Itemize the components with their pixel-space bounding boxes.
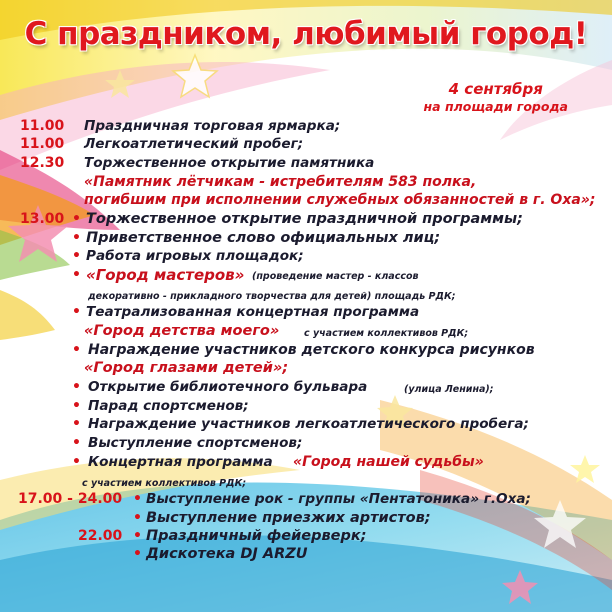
bullet: • <box>72 342 81 358</box>
program-text: Открытие библиотечного бульвара <box>88 379 368 395</box>
bullet: • <box>72 230 81 246</box>
event-name: «Город глазами детей»; <box>84 360 289 376</box>
program-time: 11.00 <box>20 118 65 134</box>
bullet: • <box>72 379 81 395</box>
program-text: Выступление рок - группы «Пентатоника» г.Оха; <box>146 491 531 507</box>
bullet: • <box>72 267 81 283</box>
event-name: «Город нашей судьбы» <box>293 454 484 470</box>
program-text: Торжественное открытие памятника <box>84 155 375 171</box>
program-time: 12.30 <box>20 155 65 171</box>
program-text: Театрализованная концертная программа <box>86 304 420 320</box>
program-text: Торжественное открытие праздничной программы; <box>86 211 523 227</box>
event-note: с участием коллективов РДК; <box>304 328 469 339</box>
program-text: Праздничный фейерверк; <box>146 528 367 544</box>
bullet: • <box>72 454 81 470</box>
bullet: • <box>72 398 81 414</box>
bullet: • <box>133 546 142 562</box>
program-text: Легкоатлетический пробег; <box>84 136 304 152</box>
program-text: Праздничная торговая ярмарка; <box>84 118 341 134</box>
event-note: с участием коллективов РДК; <box>82 478 247 489</box>
event-name: «Город детства моего» <box>84 323 280 339</box>
bullet: • <box>72 435 81 451</box>
date-day: 4 сентября <box>448 80 543 98</box>
program-text: Парад спортсменов; <box>88 398 249 414</box>
bullet: • <box>72 416 81 432</box>
bullet: • <box>133 510 142 526</box>
monument-name-cont: погибшим при исполнении служебных обязанностей в г. Оха»; <box>84 192 596 208</box>
bullet: • <box>72 304 81 320</box>
bullet: • <box>72 211 81 227</box>
bullet: • <box>133 528 142 544</box>
event-name: «Город мастеров» <box>86 266 245 284</box>
program-text: Выступление спортсменов; <box>88 435 303 451</box>
event-date <box>424 80 568 116</box>
bullet: • <box>72 248 81 264</box>
program-time: 22.00 <box>78 528 123 544</box>
monument-name: «Памятник лётчикам - истребителям 583 полка, <box>84 174 477 190</box>
event-note: (улица Ленина); <box>404 384 494 395</box>
event-note: декоративно - прикладного творчества для детей) площадь РДК; <box>88 291 456 302</box>
program-text: Награждение участников детского конкурса рисунков <box>88 342 535 358</box>
bullet: • <box>133 491 142 507</box>
date-place: на площади города <box>423 99 568 114</box>
program-text: Приветственное слово официальных лиц; <box>86 230 441 246</box>
page-title: С праздником, любимый город! <box>24 16 588 52</box>
program-text: Награждение участников легкоатлетического пробега; <box>88 416 529 432</box>
program-text: Выступление приезжих артистов; <box>146 510 431 526</box>
program-time: 11.00 <box>20 136 65 152</box>
event-note: (проведение мастер - классов <box>252 271 419 282</box>
program-text: Концертная программа <box>88 454 273 470</box>
program-time: 17.00 - 24.00 <box>18 491 123 507</box>
program-text: Дискотека DJ ARZU <box>146 546 308 562</box>
program-text: Работа игровых площадок; <box>86 248 304 264</box>
program-time: 13.00 <box>20 211 65 227</box>
